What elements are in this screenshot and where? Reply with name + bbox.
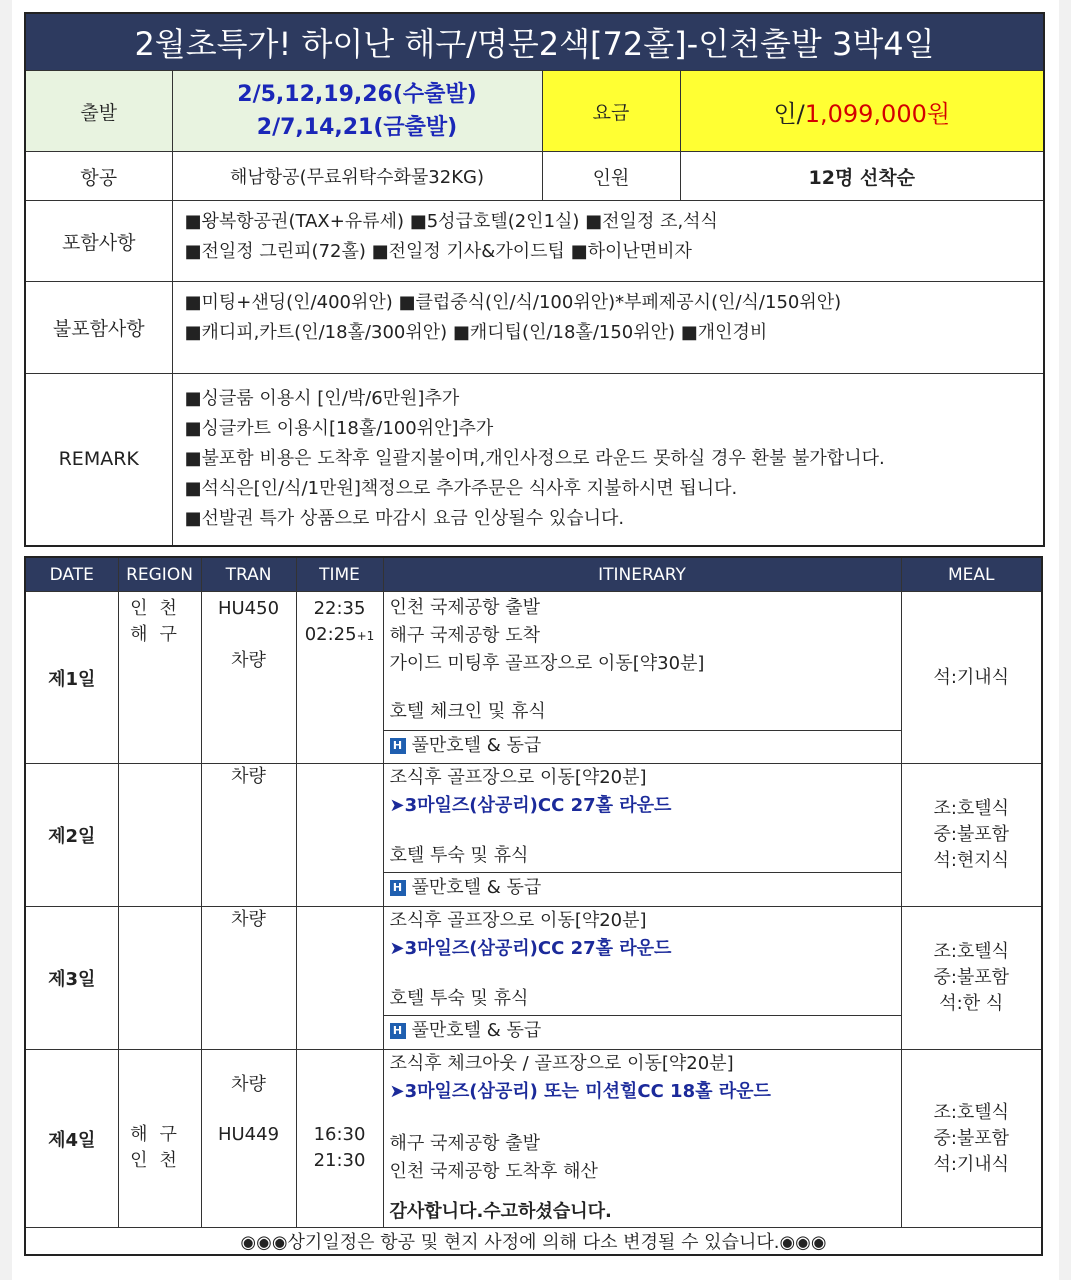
included-line: ■전일정 그린피(72홀) ■전일정 기사&가이드팁 ■하이난면비자 [184,241,692,262]
product-info-table [24,12,1045,547]
remark-line: ■싱글룸 이용시 [인/박/6만원]추가 [184,388,460,409]
region-line: 인천 [130,598,189,619]
excluded-list [172,282,1044,374]
itinerary-line: 조식후 골프장으로 이동[약20분] [389,767,647,788]
itinerary-line: 해구 국제공항 출발 [389,1133,541,1154]
hotel-line [384,1015,901,1045]
transport-cell [201,907,296,1050]
itinerary-spacer [390,1106,901,1130]
day-label: 제4일 [25,1050,118,1228]
transport-spacer [202,622,296,648]
itinerary-row-day1 [25,592,1042,764]
itinerary-round-line: ➤3마일즈(삼공리)CC 27홀 라운드 [389,938,672,959]
meal-line: 조:호텔식 [933,941,1010,962]
transport-line: HU449 [217,1124,280,1145]
itinerary-line: 조식후 골프장으로 이동[약20분] [389,910,647,931]
included-line: ■왕복항공권(TAX+유류세) ■5성급호텔(2인1실) ■전일정 조,석식 [184,211,718,232]
airline-label: 항공 [25,152,172,201]
meal-line: 석:한 식 [939,993,1004,1014]
meal-cell [901,764,1042,907]
airline-value: 해남항공(무료위탁수화물32KG) [172,152,542,201]
departure-date-line: 2/5,12,19,26(수출발) [237,82,477,107]
hotel-name: 풀만호텔 & 동급 [411,735,542,756]
meal-cell [901,907,1042,1050]
time-cell [296,592,383,764]
itinerary-line: 조식후 체크아웃 / 골프장으로 이동[약20분] [389,1053,734,1074]
day-label: 제1일 [25,592,118,764]
departure-dates [172,71,542,152]
departure-label: 출발 [25,71,172,152]
itinerary-line: 호텔 체크인 및 휴식 [389,701,546,722]
transport-cell [201,1050,296,1228]
meal-line: 석:기내식 [933,666,1010,688]
hotel-icon: H [390,1023,406,1039]
hotel-line [384,730,901,760]
remark-line: ■석식은[인/식/1만원]책정으로 추가주문은 식사후 지불하시면 됩니다. [184,478,738,499]
header-meal: MEAL [901,557,1042,592]
excluded-line: ■캐디피,카트(인/18홀/300위안) ■캐디팁(인/18홀/150위안) ■개인경비 [184,322,768,343]
meal-line: 조:호텔식 [933,1101,1010,1123]
itinerary-round-line: ➤3마일즈(삼공리)CC 27홀 라운드 [389,795,672,816]
meal-line: 중:불포함 [933,824,1010,845]
itinerary-line: 호텔 투숙 및 휴식 [389,845,529,866]
transport-line: HU450 [217,598,280,619]
itinerary-line: 가이드 미팅후 골프장으로 이동[약30분] [389,653,705,674]
itinerary-round-line: ➤3마일즈(삼공리) 또는 미션힐CC 18홀 라운드 [389,1081,771,1102]
itinerary-spacer [390,678,901,698]
time-line [297,622,383,649]
transport-cell [201,592,296,764]
transport-line: 차량 [231,909,266,930]
header-tran: TRAN [201,557,296,592]
people-label: 인원 [542,152,680,201]
remark-line: ■싱글카트 이용시[18홀/100위안]추가 [184,418,494,439]
remark-list [172,374,1044,546]
time-line: 21:30 [313,1150,366,1171]
hotel-name: 풀만호텔 & 동급 [411,1020,542,1041]
itinerary-spacer [390,1186,901,1198]
header-itinerary: ITINERARY [383,557,901,592]
meal-line: 조:호텔식 [933,798,1010,819]
meal-cell [901,592,1042,764]
transport-line: 차량 [231,766,266,787]
itinerary-line: 호텔 투숙 및 휴식 [389,988,529,1009]
itinerary-cell [383,907,901,1050]
time-line: 22:35 [313,598,366,619]
fee-value [680,71,1044,152]
itinerary-spacer [390,963,901,985]
itinerary-line: 인천 국제공항 도착후 해산 [389,1161,598,1182]
header-date: DATE [25,557,118,592]
time-line: 16:30 [313,1124,366,1145]
included-list [172,201,1044,282]
itinerary-row-day4 [25,1050,1042,1228]
hotel-name: 풀만호텔 & 동급 [411,877,542,898]
meal-line: 중:불포함 [933,967,1010,988]
remark-line: ■불포함 비용은 도착후 일괄지불이며,개인사정으로 라운드 못하실 경우 환불 불가합니다. [184,448,885,469]
itinerary-cell [383,764,901,907]
region-line: 해구 [130,624,189,645]
itinerary-line: 해구 국제공항 도착 [389,625,541,646]
itinerary-line: 인천 국제공항 출발 [389,597,541,618]
remark-label: REMARK [25,374,172,546]
header-region: REGION [118,557,201,592]
excluded-label: 불포함사항 [25,282,172,374]
hotel-icon: H [390,738,406,754]
hotel-line [384,872,901,902]
footer-notice: ◉◉◉상기일정은 항공 및 현지 사정에 의해 다소 변경될 수 있습니다.◉◉◉ [25,1228,1042,1256]
departure-date-line: 2/7,14,21(금출발) [256,115,458,140]
transport-line: 차량 [231,650,266,671]
region-cell [118,764,201,907]
itinerary-row-day3 [25,907,1042,1050]
header-time: TIME [296,557,383,592]
itinerary-spacer [390,820,901,842]
time-cell [296,907,383,1050]
meal-line: 중:불포함 [933,1127,1010,1149]
region-cell [118,592,201,764]
time-cell [296,764,383,907]
transport-spacer [202,1098,296,1122]
region-line: 인천 [130,1150,189,1171]
itinerary-table [24,556,1043,1256]
meal-cell [901,1050,1042,1228]
region-cell [118,1050,201,1228]
region-line: 해구 [130,1124,189,1145]
time-next-day: +1 [356,629,375,643]
hotel-icon: H [390,880,406,896]
fee-label: 요금 [542,71,680,152]
time-cell [296,1050,383,1228]
itinerary-cell [383,592,901,764]
people-value: 12명 선착순 [680,152,1044,201]
fee-prefix: 인/ [773,99,805,128]
closing-message: 감사합니다.수고하셨습니다. [389,1201,612,1222]
included-label: 포함사항 [25,201,172,282]
meal-line: 석:기내식 [933,1153,1010,1175]
itinerary-row-day2 [25,764,1042,907]
page-title: 2월초특가! 하이난 해구/명문2색[72홀]-인천출발 3박4일 [25,13,1044,71]
remark-line: ■선발권 특가 상품으로 마감시 요금 인상될수 있습니다. [184,508,625,529]
region-cell [118,907,201,1050]
transport-line: 차량 [231,1074,266,1095]
day-label: 제3일 [25,907,118,1050]
fee-amount: 1,099,000원 [804,99,951,128]
transport-cell [201,764,296,907]
itinerary-cell [383,1050,901,1228]
day-label: 제2일 [25,764,118,907]
meal-line: 석:현지식 [933,850,1010,871]
excluded-line: ■미팅+샌딩(인/400위안) ■클럽중식(인/식/100위안)*부페제공시(인/식/150위안) [184,292,842,313]
time-value: 02:25 [304,624,357,645]
